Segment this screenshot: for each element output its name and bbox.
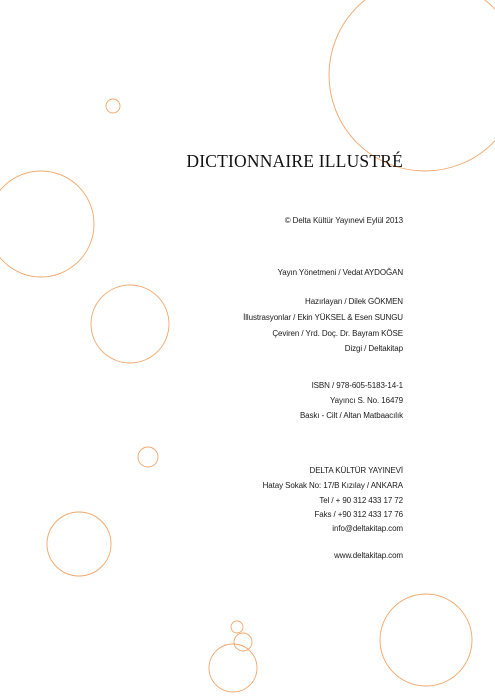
decor-circle (209, 644, 257, 692)
publisher-name-line: DELTA KÜLTÜR YAYINEVİ (309, 466, 403, 475)
translator-line: Çeviren / Yrd. Doç. Dr. Bayram KÖSE (272, 329, 403, 338)
illustrations-line: İllustrasyonlar / Ekin YÜKSEL & Esen SUNGU (243, 313, 403, 322)
decor-circle (231, 621, 243, 633)
decor-circle (0, 171, 94, 277)
decor-circle (329, 0, 495, 171)
address-line: Hatay Sokak No: 17/B Kızılay / ANKARA (262, 481, 403, 490)
email-line: info@deltakitap.com (332, 524, 403, 533)
copyright-line: © Delta Kültür Yayınevi Eylül 2013 (284, 216, 403, 225)
prepared-by-line: Hazırlayan / Dilek GÖKMEN (305, 297, 403, 306)
decor-circle (138, 447, 158, 467)
decor-circle (106, 99, 120, 113)
website-line: www.deltakitap.com (334, 551, 403, 560)
publisher-number-line: Yayıncı S. No. 16479 (329, 396, 403, 405)
book-title: DICTIONNAIRE ILLUSTRÉ (186, 151, 403, 171)
typesetting-line: Dizgi / Deltakitap (344, 344, 403, 353)
decor-circle (380, 594, 472, 686)
isbn-line: ISBN / 978-605-5183-14-1 (311, 381, 403, 390)
decor-circle (234, 633, 252, 651)
fax-line: Faks / +90 312 433 17 76 (314, 510, 403, 519)
decor-circle (47, 512, 111, 576)
printing-line: Baskı - Cilt / Altan Matbaacılık (299, 411, 403, 420)
decor-circle (91, 285, 169, 363)
editor-line: Yayın Yönetmeni / Vedat AYDOĞAN (277, 268, 403, 277)
phone-line: Tel / + 90 312 433 17 72 (319, 496, 403, 505)
